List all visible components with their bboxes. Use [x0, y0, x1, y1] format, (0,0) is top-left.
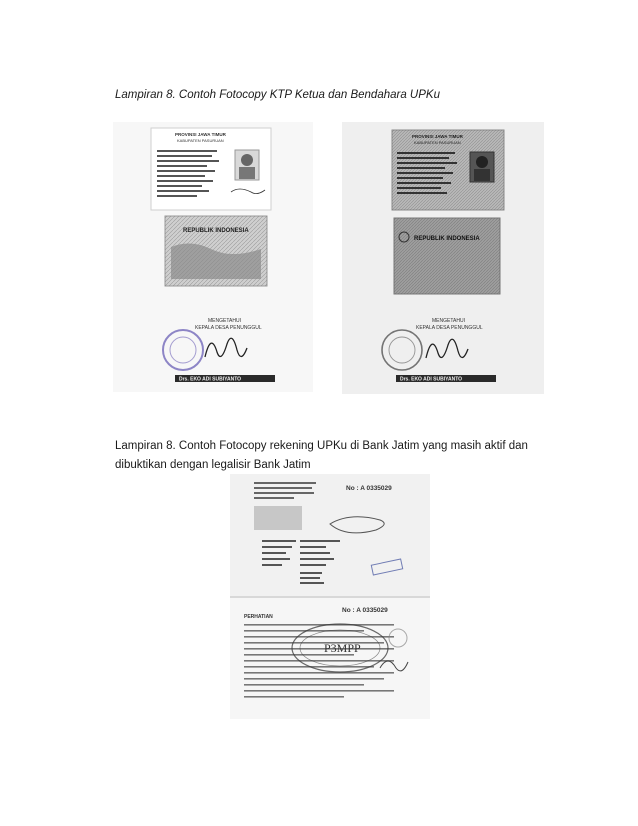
- official-stamp: [163, 330, 203, 370]
- notice-heading: PERHATIAN: [244, 614, 273, 620]
- village-head-label: KEPALA DESA PENUNGGUL: [416, 325, 483, 331]
- approval-label: MENGETAHUI: [208, 318, 241, 324]
- bank-book-scan: [230, 474, 430, 719]
- province-header: PROVINSI JAWA TIMUR: [175, 132, 226, 137]
- serial-number-top: No : A 0335029: [346, 485, 392, 492]
- regency-header: KABUPATEN PASURUAN: [414, 140, 461, 145]
- card-banner: REPUBLIK INDONESIA: [183, 228, 249, 234]
- official-name: Drs. EKO ADI SUBIYANTO: [179, 376, 242, 383]
- serial-number-bottom: No : A 0335029: [342, 607, 388, 614]
- approval-label: MENGETAHUI: [432, 318, 465, 324]
- caption-rekening: Lampiran 8. Contoh Fotocopy rekening UPKu di Bank Jatim yang masih aktif dan dibuktikan dengan legalisir Bank Jatim: [115, 440, 528, 471]
- signature: [205, 338, 247, 357]
- ktp-scan-bendahara: [342, 122, 544, 394]
- village-head-label: KEPALA DESA PENUNGGUL: [195, 325, 262, 331]
- official-name: Drs. EKO ADI SUBIYANTO: [400, 376, 463, 383]
- ktp-scan-ketua: [113, 122, 313, 392]
- card-banner: REPUBLIK INDONESIA: [414, 236, 480, 242]
- signature: [426, 339, 468, 358]
- official-stamp: [382, 330, 422, 370]
- stamp-text: P3MPP: [324, 641, 361, 655]
- regency-header: KABUPATEN PASURUAN: [177, 138, 224, 143]
- province-header: PROVINSI JAWA TIMUR: [412, 134, 463, 139]
- caption-ktp: Lampiran 8. Contoh Fotocopy KTP Ketua dan Bendahara UPKu: [115, 89, 440, 101]
